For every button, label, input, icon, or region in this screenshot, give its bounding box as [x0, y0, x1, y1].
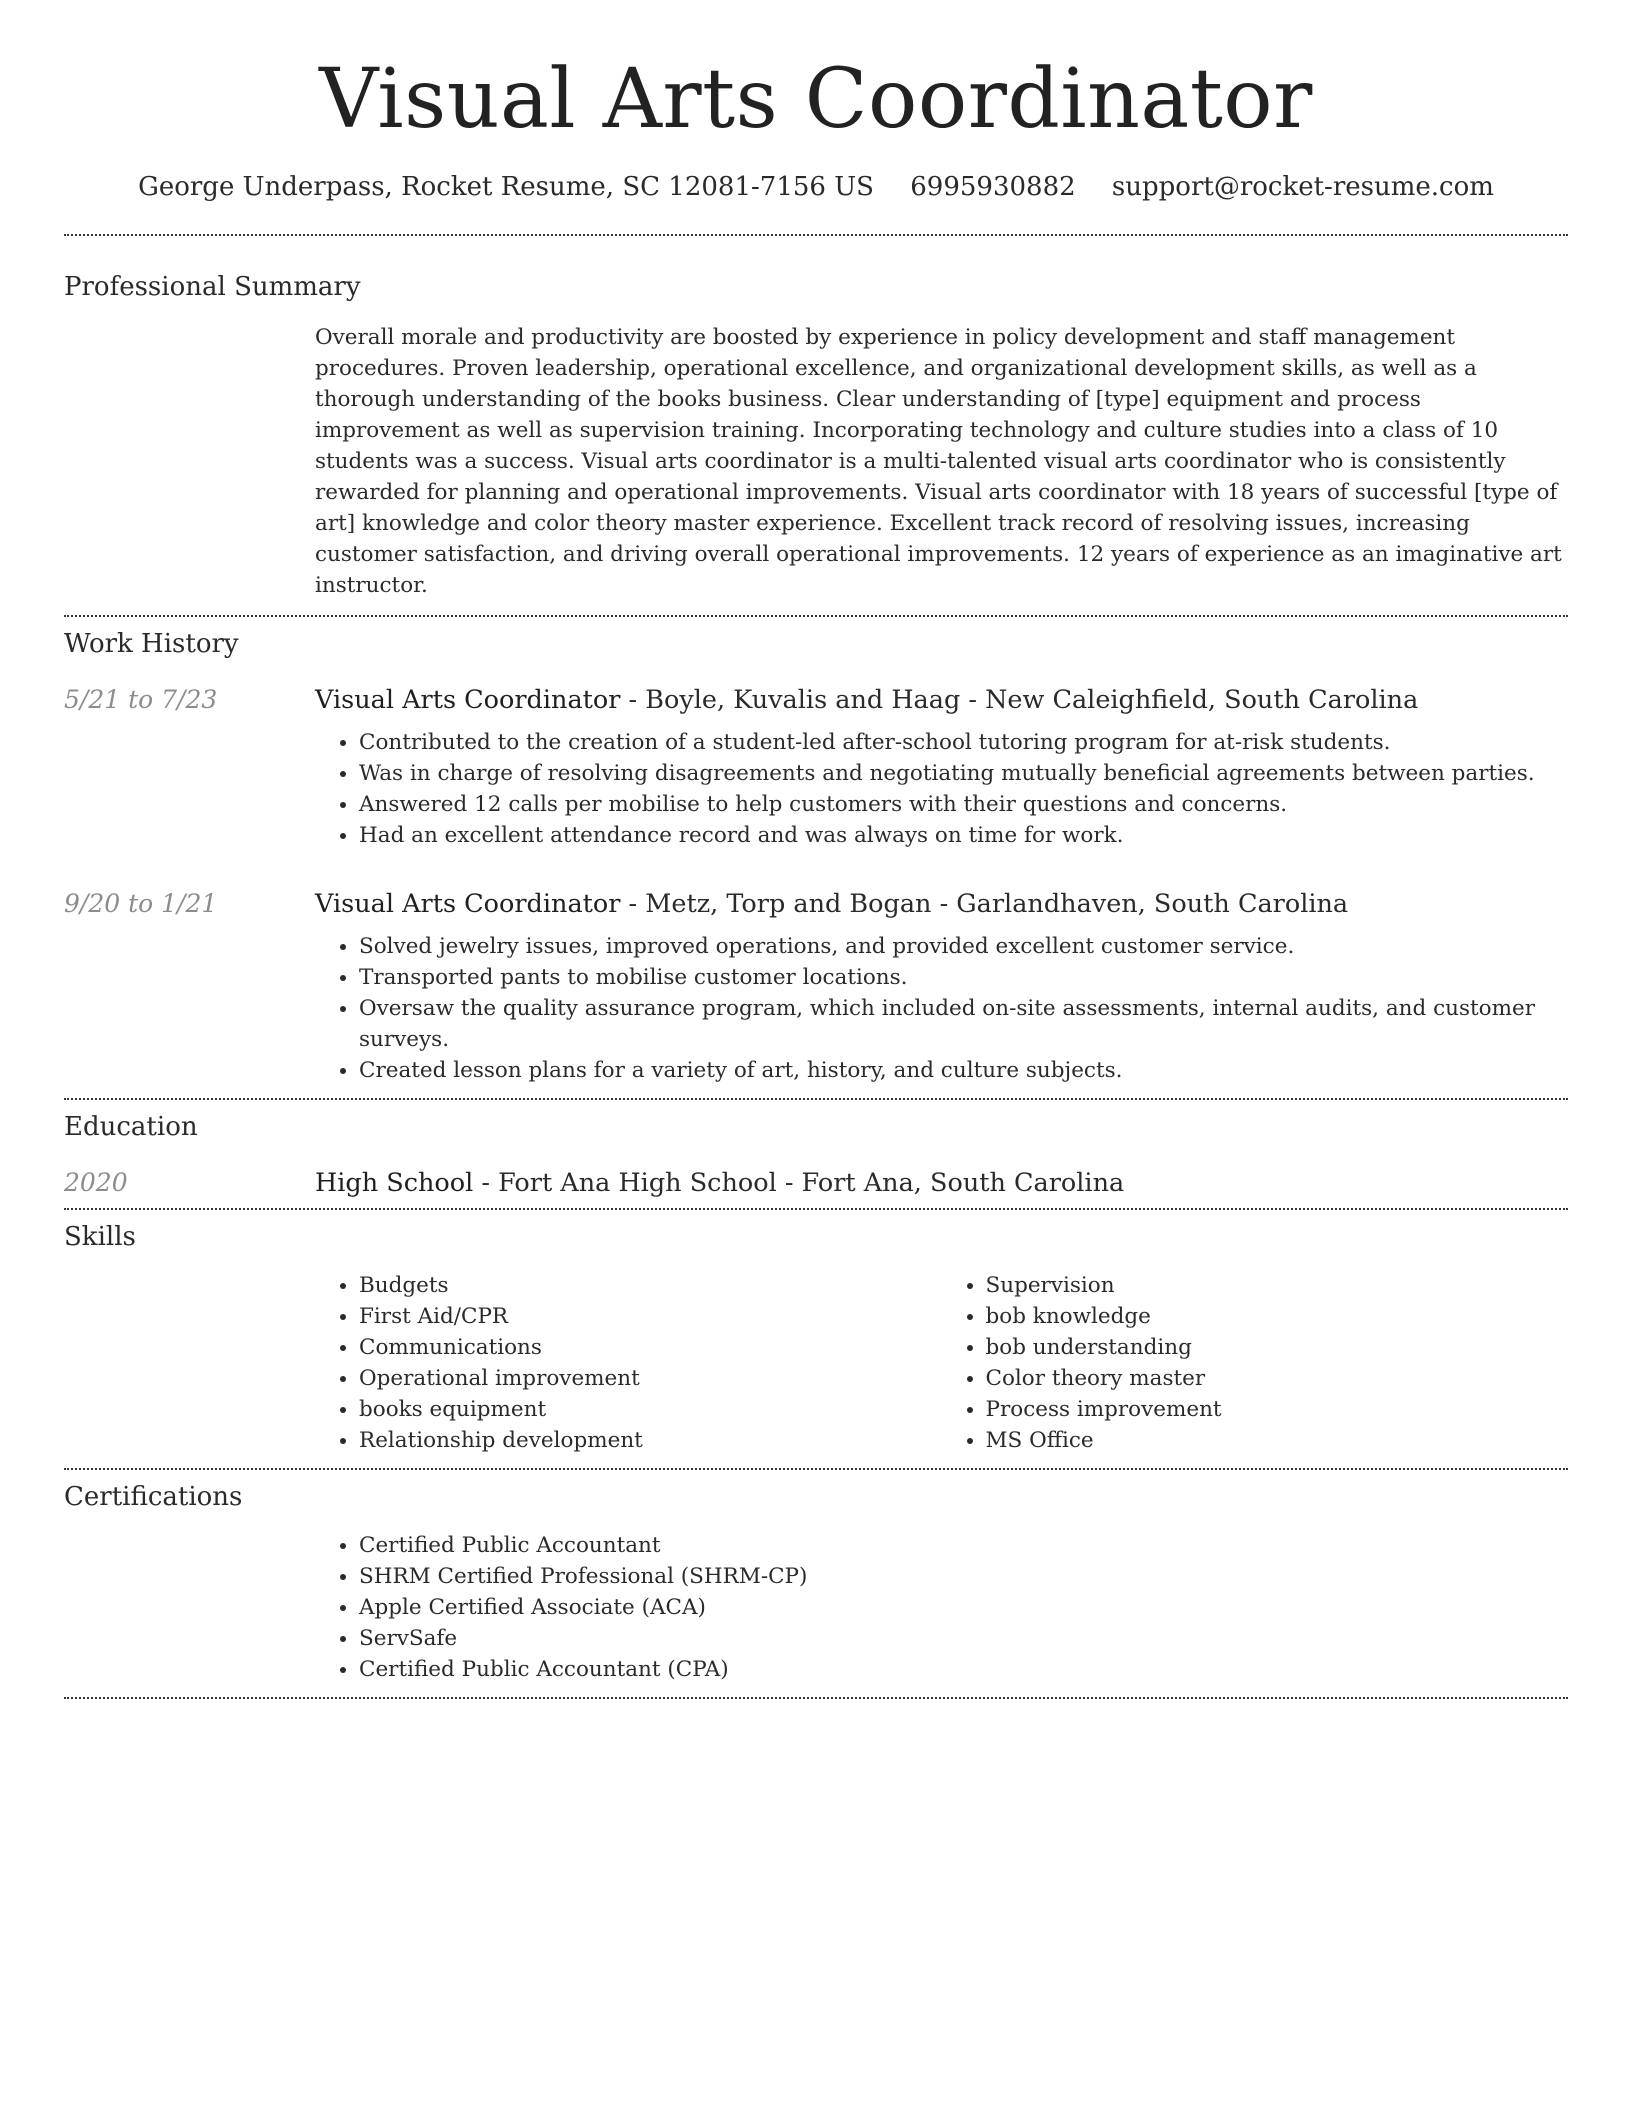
education-details: - Fort Ana High School - Fort Ana, South Carolina — [473, 1168, 1125, 1198]
job-details: - Metz, Torp and Bogan - Garlandhaven, South Carolina — [620, 889, 1349, 919]
skills-section — [64, 1210, 1568, 1468]
job-entry — [64, 683, 1568, 851]
divider — [64, 1697, 1568, 1699]
resume-title: Visual Arts Coordinator — [319, 52, 1313, 147]
skills-grid — [315, 1254, 1568, 1468]
contact-line — [64, 170, 1568, 204]
job-heading — [315, 683, 1568, 717]
job-bullet: • Contributed to the creation of a student-led after-school tutoring program for at-risk students. — [359, 727, 1568, 758]
skill-item: • bob understanding — [986, 1332, 1569, 1363]
job-bullet: • Created lesson plans for a variety of art, history, and culture subjects. — [359, 1055, 1568, 1086]
contact-phone: 6995930882 — [910, 172, 1076, 202]
skill-item: • Process improvement — [986, 1394, 1569, 1425]
job-dates: 9/20 to 1/21 — [64, 889, 218, 918]
skill-item: • books equipment — [359, 1394, 942, 1425]
section-title-work-history: Work History — [64, 629, 239, 659]
job-dates: 5/21 to 7/23 — [64, 685, 218, 714]
skill-item: • Relationship development — [359, 1425, 942, 1456]
job-bullet: • Answered 12 calls per mobilise to help customers with their questions and concerns. — [359, 789, 1568, 820]
skill-item: • bob knowledge — [986, 1301, 1569, 1332]
job-heading — [315, 887, 1568, 921]
contact-address: George Underpass, Rocket Resume, SC 12081-7156 US — [138, 172, 874, 202]
job-role: Visual Arts Coordinator — [315, 889, 621, 919]
skills-list-right — [942, 1270, 1569, 1456]
skills-list-left — [315, 1270, 942, 1456]
education-year: 2020 — [64, 1168, 128, 1197]
certification-item: • ServSafe — [359, 1623, 1568, 1654]
skill-item: • Color theory master — [986, 1363, 1569, 1394]
certification-item: • Certified Public Accountant — [359, 1530, 1568, 1561]
skill-item: • Budgets — [359, 1270, 942, 1301]
education-entry — [64, 1166, 1568, 1200]
job-bullet: • Transported pants to mobilise customer locations. — [359, 962, 1568, 993]
resume-page — [64, 0, 1568, 1699]
contact-email[interactable]: support@rocket-resume.com — [1111, 172, 1494, 202]
section-title-education: Education — [64, 1112, 198, 1142]
job-bullet: • Was in charge of resolving disagreements and negotiating mutually beneficial agreements between parties. — [359, 758, 1568, 789]
resume-header — [64, 52, 1568, 204]
skill-item: • First Aid/CPR — [359, 1301, 942, 1332]
work-history-section — [64, 617, 1568, 1098]
education-degree: High School — [315, 1168, 474, 1198]
job-bullets — [315, 931, 1568, 1086]
job-bullet: • Had an excellent attendance record and was always on time for work. — [359, 820, 1568, 851]
job-bullet: • Oversaw the quality assurance program, which included on-site assessments, internal audits, and customer surveys. — [359, 993, 1568, 1055]
skill-item: • MS Office — [986, 1425, 1569, 1456]
section-title-skills: Skills — [64, 1222, 136, 1252]
education-heading — [315, 1166, 1568, 1200]
certifications-list — [315, 1530, 1568, 1685]
certification-item: • SHRM Certified Professional (SHRM-CP) — [359, 1561, 1568, 1592]
section-title-certifications: Certifications — [64, 1482, 243, 1512]
certification-item: • Apple Certified Associate (ACA) — [359, 1592, 1568, 1623]
job-entry — [64, 887, 1568, 1098]
job-role: Visual Arts Coordinator — [315, 685, 621, 715]
job-details: - Boyle, Kuvalis and Haag - New Caleighfield, South Carolina — [620, 685, 1419, 715]
summary-text: Overall morale and productivity are boosted by experience in policy development and staff management procedures. Proven leadership, operational excellence, and organizational development skills, as well as a thorough understanding of the books business. Clear understanding of [type] equipment and process improvement as well as supervision training. Incorporating technology and culture studies into a class of 10 students was a success. Visual arts coordinator is a multi-talented visual arts coordinator who is consistently rewarded for planning and operational improvements. Visual arts coordinator with 18 years of successful [type of art] knowledge and color theory master experience. Excellent track record of resolving issues, increasing customer satisfaction, and driving overall operational improvements. 12 years of experience as an imaginative art instructor. — [315, 325, 1562, 598]
skill-item: • Communications — [359, 1332, 942, 1363]
certifications-section — [64, 1470, 1568, 1685]
section-title-summary: Professional Summary — [64, 272, 361, 302]
skill-item: • Operational improvement — [359, 1363, 942, 1394]
skill-item: • Supervision — [986, 1270, 1569, 1301]
summary-section — [64, 236, 1568, 601]
certification-item: • Certified Public Accountant (CPA) — [359, 1654, 1568, 1685]
job-bullet: • Solved jewelry issues, improved operations, and provided excellent customer service. — [359, 931, 1568, 962]
education-section — [64, 1100, 1568, 1200]
job-bullets — [315, 727, 1568, 851]
